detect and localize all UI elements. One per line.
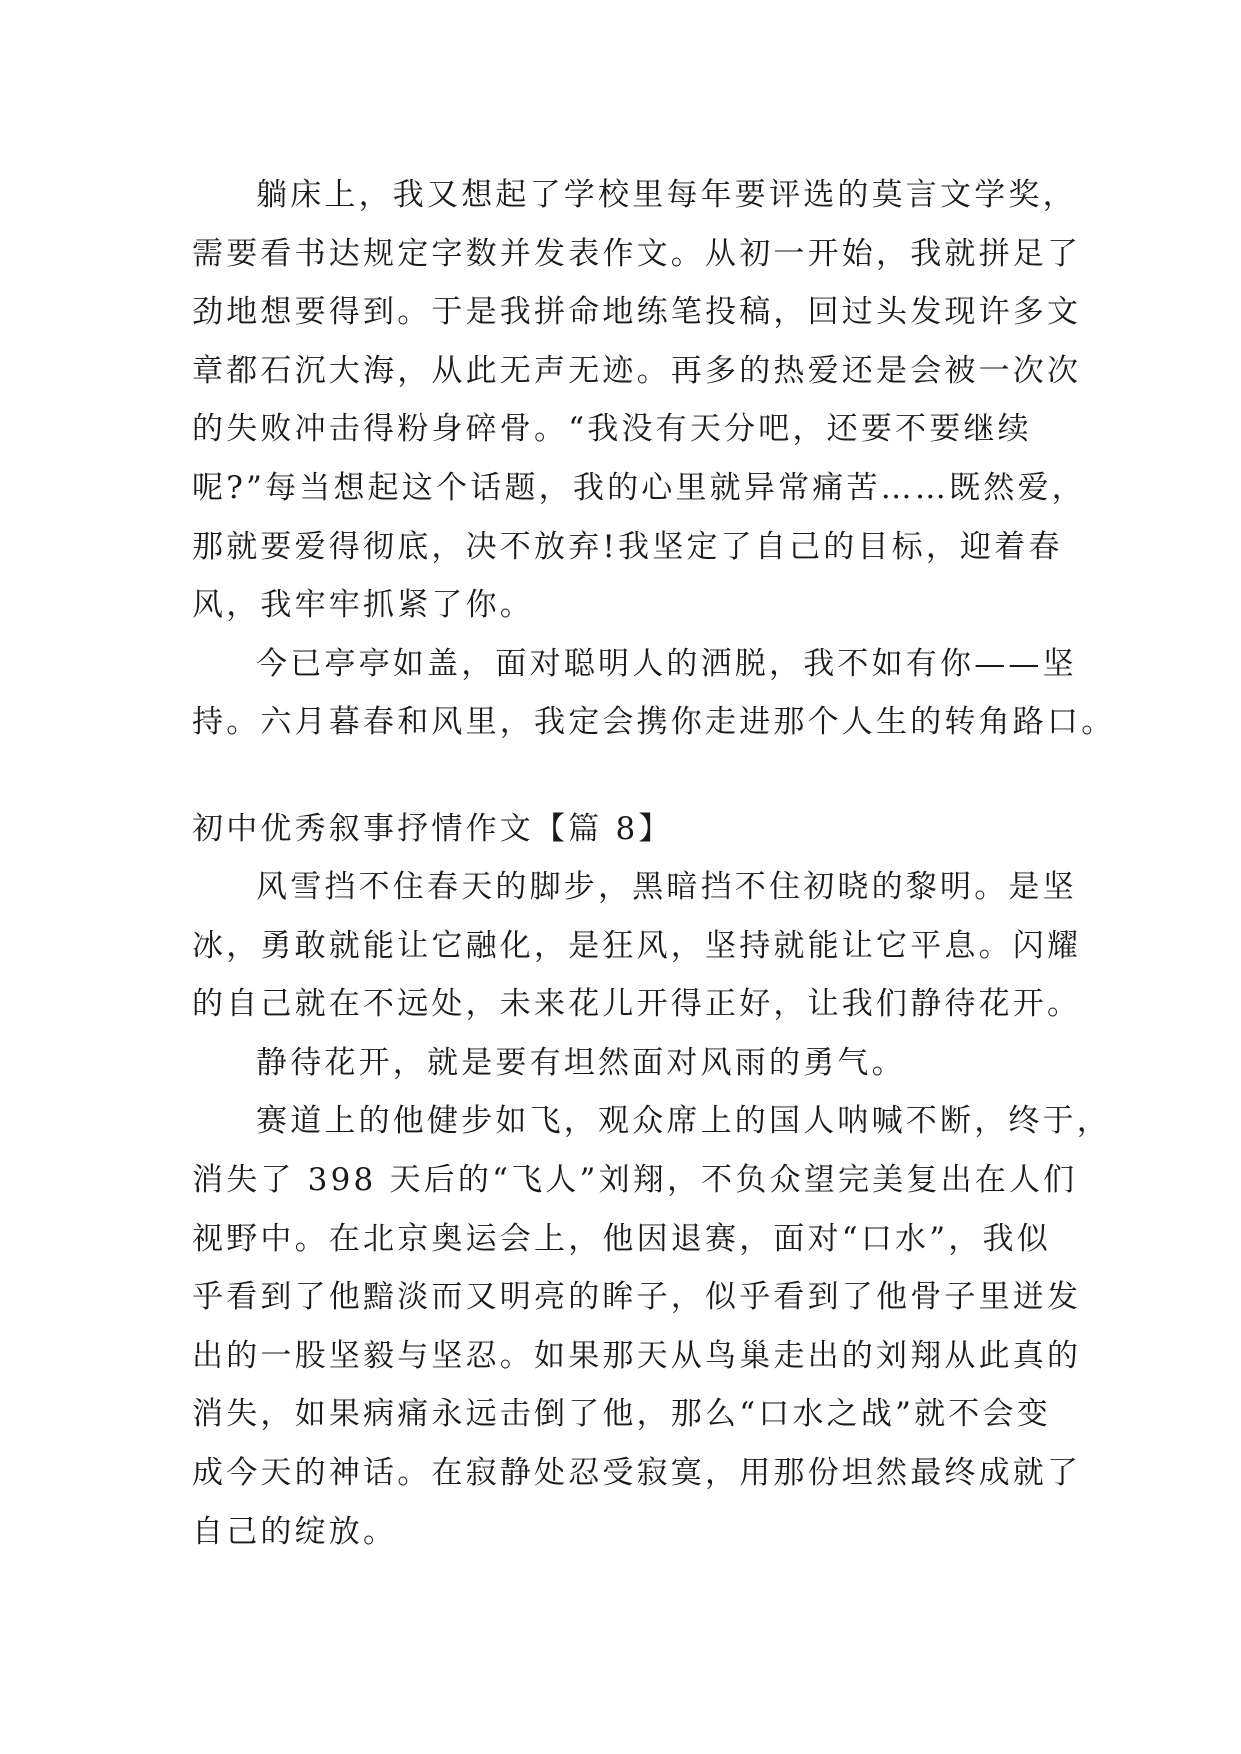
paragraph-line: 视野中。在北京奥运会上，他因退赛，面对“口水”，我似 — [192, 1220, 1051, 1257]
paragraph-line: 需要看书达规定字数并发表作文。从初一开始，我就拼足了 — [192, 235, 1082, 272]
paragraph-line: 静待花开，就是要有坦然面对风雨的勇气。 — [256, 1044, 906, 1081]
paragraph-line: 消失，如果病痛永远击倒了他，那么“口水之战”就不会变 — [192, 1396, 1051, 1433]
paragraph-line: 持。六月暮春和风里，我定会携你走进那个人生的转角路口。 — [192, 704, 1116, 741]
paragraph-line: 的失败冲击得粉身碎骨。“我没有天分吧，还要不要继续 — [192, 411, 1032, 448]
essay-continuation — [192, 166, 1116, 752]
paragraph-line: 那就要爱得彻底，决不放弃!我坚定了自己的目标，迎着春 — [192, 528, 1063, 565]
section-heading: 初中优秀叙事抒情作文【篇 8】 — [192, 811, 673, 847]
paragraph-line: 冰，勇敢就能让它融化，是狂风，坚持就能让它平息。闪耀 — [192, 927, 1082, 964]
paragraph-line: 呢?”每当想起这个话题，我的心里就异常痛苦……既然爱， — [192, 469, 1086, 506]
paragraph-line: 乎看到了他黯淡而又明亮的眸子，似乎看到了他骨子里迸发 — [192, 1279, 1082, 1316]
paragraph-line: 自己的绽放。 — [192, 1513, 398, 1550]
paragraph-line: 章都石沉大海，从此无声无迹。再多的热爱还是会被一次次 — [192, 352, 1082, 389]
essay-section-8 — [192, 800, 1111, 1561]
paragraph-line: 躺床上，我又想起了学校里每年要评选的莫言文学奖， — [256, 177, 1077, 213]
paragraph-line: 风雪挡不住春天的脚步，黑暗挡不住初晓的黎明。是坚 — [256, 869, 1077, 905]
paragraph-line: 风，我牢牢抓紧了你。 — [192, 587, 534, 624]
paragraph-line: 出的一股坚毅与坚忍。如果那天从鸟巢走出的刘翔从此真的 — [192, 1337, 1082, 1374]
paragraph-line: 今已亭亭如盖，面对聪明人的洒脱，我不如有你——坚 — [256, 645, 1077, 682]
paragraph-line: 消失了 398 天后的“飞人”刘翔，不负众望完美复出在人们 — [192, 1161, 1078, 1198]
paragraph-line: 的自己就在不远处，未来花儿开得正好，让我们静待花开。 — [192, 986, 1082, 1023]
paragraph-line: 成今天的神话。在寂静处忍受寂寞，用那份坦然最终成就了 — [192, 1454, 1082, 1491]
paragraph-line: 劲地想要得到。于是我拼命地练笔投稿，回过头发现许多文 — [192, 294, 1082, 331]
paragraph-line: 赛道上的他健步如飞，观众席上的国人呐喊不断，终于， — [256, 1103, 1111, 1140]
